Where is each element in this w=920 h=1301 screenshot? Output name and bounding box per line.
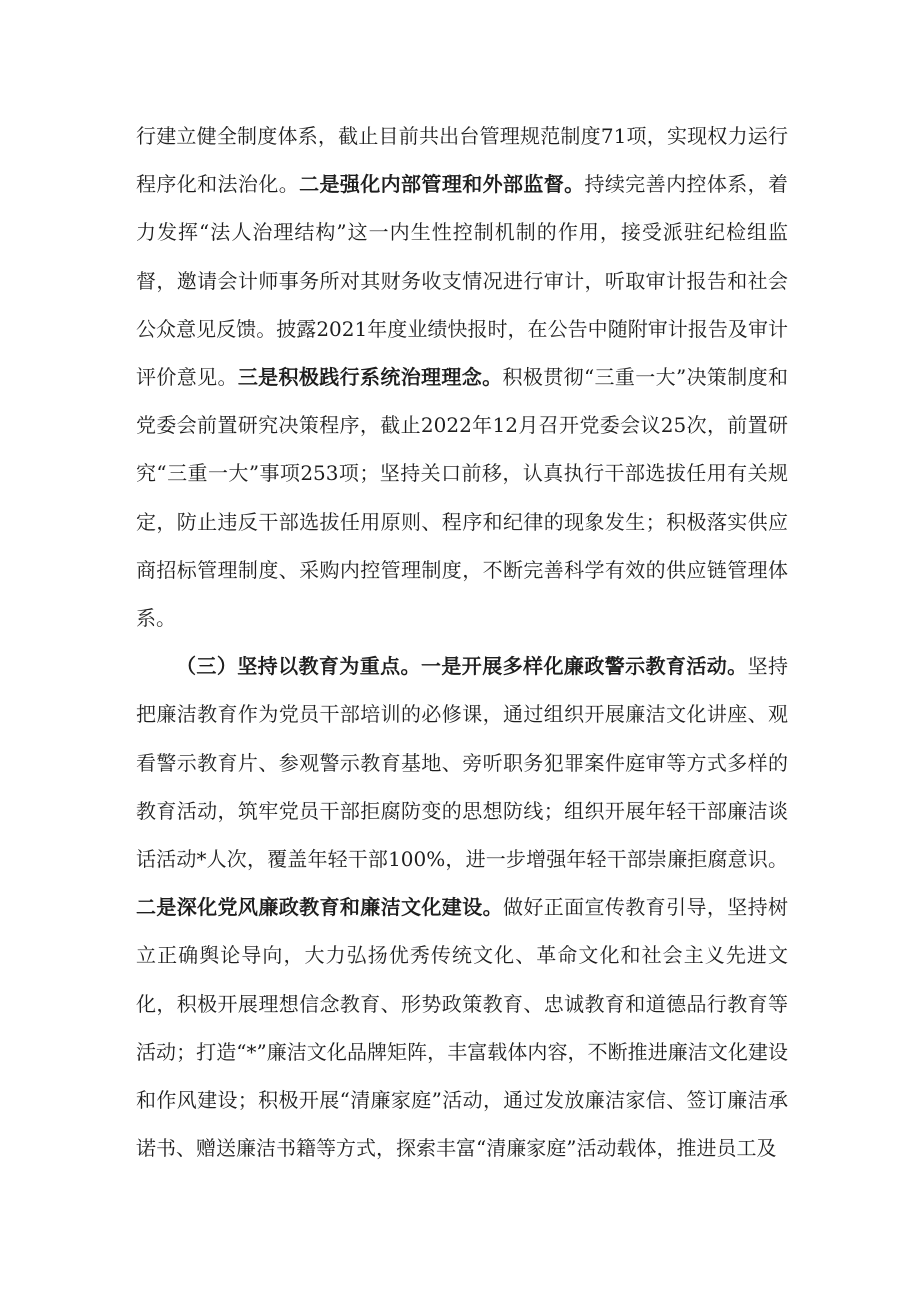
paragraph-1-heading-3: 三是积极践行系统治理理念。 xyxy=(237,365,503,390)
paragraph-1-run-1: 行建立健全制度体系，截止目前共出台管理规范制度71项，实现权力运行程序化和法治化。 xyxy=(136,124,788,197)
paragraph-1-run-5: 积极贯彻“三重一大”决策制度和党委会前置研究决策程序，截止2022年12月召开党委会议25次，前置研究“三重一大”事项253项；坚持关口前移，认真执行干部选拔任用有关规定，防止违反干部选拔任用原则、程序和纪律的现象发生；积极落实供应商招标管理制度、采购内控管理制度，不断完善科学有效的供应链管理体系。 xyxy=(136,365,789,631)
section-heading-3: （三）坚持以教育为重点。一是开展多样化廉政警示教育活动。 xyxy=(176,654,748,679)
paragraph-2 xyxy=(136,642,788,1172)
paragraph-1-heading-2: 二是强化内部管理和外部监督。 xyxy=(299,172,585,197)
document-body xyxy=(136,112,788,1172)
paragraph-2-run-4: 做好正面宣传教育引导，坚持树立正确舆论导向，大力弘扬优秀传统文化、革命文化和社会主义先进文化，积极开展理想信念教育、形势政策教育、忠诚教育和道德品行教育等活动；打造“*”廉洁文化品牌矩阵，丰富载体内容，不断推进廉洁文化建设和作风建设；积极开展“清廉家庭”活动，通过发放廉洁家信、签订廉洁承诺书、赠送廉洁书籍等方式，探索丰富“清廉家庭”活动载体，推进员工及 xyxy=(136,895,789,1161)
paragraph-2-heading-2: 二是深化党风廉政教育和廉洁文化建设。 xyxy=(136,895,503,920)
paragraph-1 xyxy=(136,112,788,642)
paragraph-2-run-2: 坚持把廉洁教育作为党员干部培训的必修课，通过组织开展廉洁文化讲座、观看警示教育片、参观警示教育基地、旁听职务犯罪案件庭审等方式多样的教育活动，筑牢党员干部拒腐防变的思想防线；组织开展年轻干部廉洁谈话活动*人次，覆盖年轻干部100%，进一步增强年轻干部崇廉拒腐意识。 xyxy=(136,654,789,872)
paragraph-1-run-3: 持续完善内控体系，着力发挥“法人治理结构”这一内生性控制机制的作用，接受派驻纪检组监督，邀请会计师事务所对其财务收支情况进行审计，听取审计报告和社会公众意见反馈。披露2021年度业绩快报时，在公告中随附审计报告及审计评价意见。 xyxy=(136,172,789,390)
